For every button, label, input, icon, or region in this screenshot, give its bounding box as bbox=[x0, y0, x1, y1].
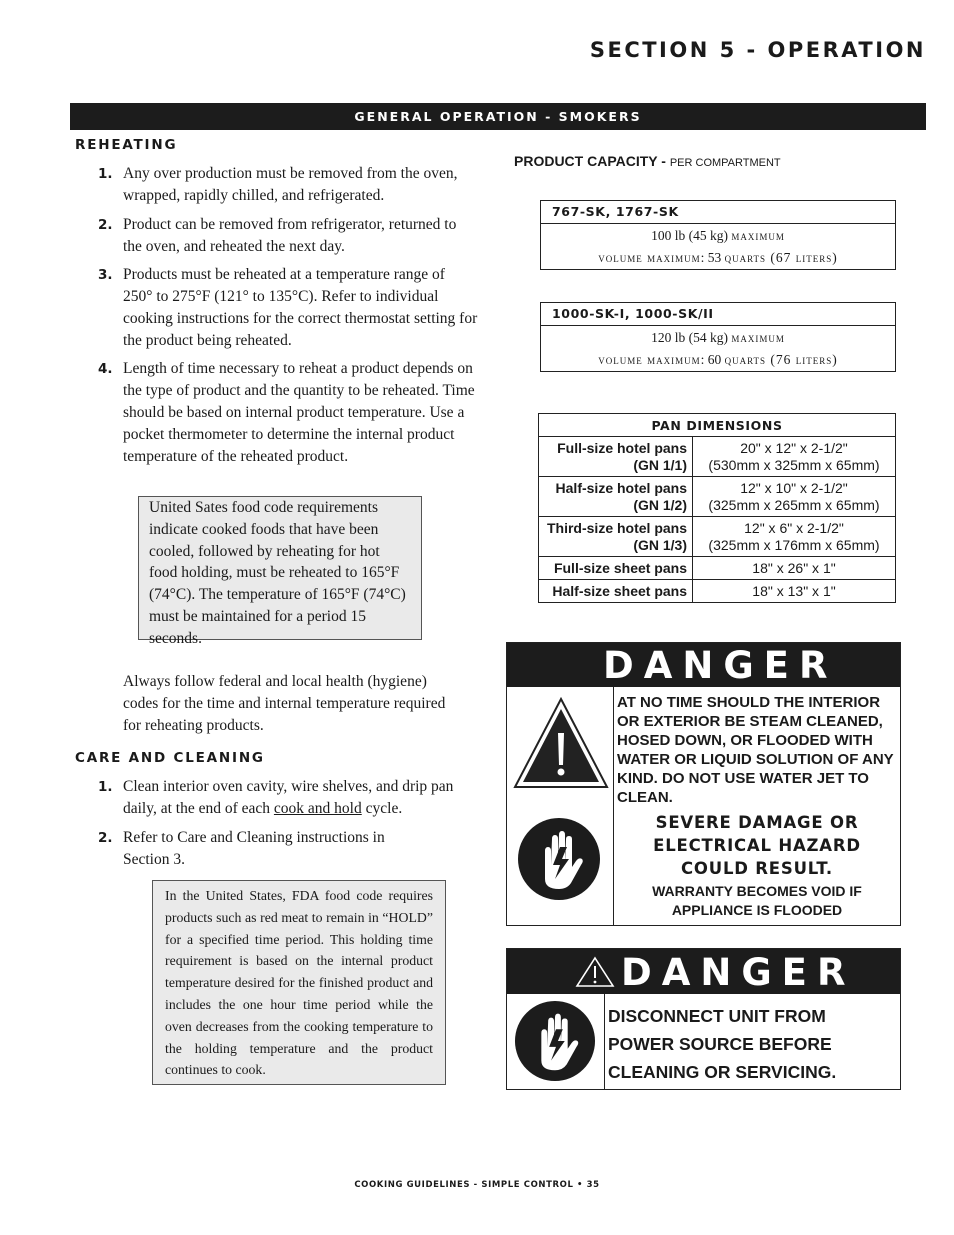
danger-panel-power bbox=[506, 948, 901, 1090]
pan-size bbox=[693, 477, 896, 517]
capacity-box bbox=[540, 200, 896, 270]
danger-warning-text: AT NO TIME SHOULD THE INTERIOR OR EXTERIOR BE STEAM CLEANED, HOSED DOWN, OR FLOODED WITH WATER OR LIQUID SOLUTION OF ANY KIND. DO NOT USE WATER JET TO CLEAN. bbox=[617, 694, 894, 806]
capacity-heading bbox=[514, 153, 781, 169]
capacity-volume-unit: quarts (76 liters) bbox=[724, 352, 838, 367]
danger-icon-column bbox=[507, 687, 614, 925]
list-item bbox=[98, 214, 478, 258]
electric-hand-icon bbox=[514, 1000, 596, 1082]
danger-hazard-text: SEVERE DAMAGE OR ELECTRICAL HAZARD COULD RESULT. bbox=[653, 813, 861, 878]
warning-triangle-icon bbox=[575, 956, 615, 988]
section-title: SECTION 5 - OPERATION bbox=[589, 38, 926, 62]
danger-body bbox=[507, 687, 900, 925]
capacity-heading-main: PRODUCT CAPACITY - bbox=[514, 153, 670, 169]
item-number: 2. bbox=[98, 217, 113, 233]
capacity-weight-label: maximum bbox=[731, 228, 785, 243]
pan-table-header: PAN DIMENSIONS bbox=[539, 414, 896, 437]
item-text: Length of time necessary to reheat a product depends on the type of product and the quantity to be reheated. Time should be based on internal product temperature. Use a pocket thermometer to determine the internal product temperature of the reheated product. bbox=[123, 360, 475, 465]
pan-size: 18" x 13" x 1" bbox=[693, 580, 896, 603]
danger-icon-column bbox=[507, 994, 605, 1089]
list-item bbox=[98, 264, 478, 352]
capacity-weight: 100 lb (45 kg) bbox=[651, 228, 728, 243]
capacity-volume: 60 bbox=[707, 352, 722, 367]
reheating-heading: REHEATING bbox=[75, 137, 178, 153]
capacity-values: 100 lb (45 kg) maximum volume maximum: 53 quarts (67 liters) bbox=[598, 228, 838, 265]
table-row bbox=[539, 517, 896, 557]
item-text: Products must be reheated at a temperature range of 250° to 275°F (121° to 135°C). Refer to individual cooking instructions for the correct thermostat setting for the product being reheated. bbox=[123, 266, 478, 349]
item-text: Any over production must be removed from the oven, wrapped, rapidly chilled, and refrigerated. bbox=[123, 165, 458, 204]
pan-type-gn: (GN 1/3) bbox=[633, 536, 687, 553]
list-item bbox=[98, 358, 478, 468]
follow-codes-text bbox=[98, 671, 458, 737]
pan-type-gn: (GN 1/1) bbox=[633, 456, 687, 473]
item-number: 3. bbox=[98, 267, 113, 283]
table-row bbox=[539, 477, 896, 517]
capacity-model: 767-SK, 1767-SK bbox=[541, 201, 895, 224]
list-item bbox=[98, 827, 428, 871]
danger-panel-water bbox=[506, 642, 901, 926]
pan-type-gn: (GN 1/2) bbox=[633, 496, 687, 513]
cook-and-hold-link[interactable]: cook and hold bbox=[273, 800, 362, 817]
follow-codes-paragraph: Always follow federal and local health (hygiene) codes for the time and internal temperature required for reheating products. bbox=[123, 673, 446, 734]
capacity-box bbox=[540, 302, 896, 372]
pan-size-metric: (530mm x 325mm x 65mm) bbox=[708, 456, 880, 473]
pan-size-metric: (325mm x 265mm x 65mm) bbox=[708, 496, 880, 513]
pan-type-name: Full-size hotel pans bbox=[557, 439, 687, 456]
danger-header bbox=[507, 949, 900, 994]
list-item bbox=[98, 163, 478, 207]
pan-size bbox=[693, 437, 896, 477]
item-text-end: cycle. bbox=[361, 800, 403, 817]
item-text-start: Clean interior oven cavity, wire shelves, and drip pan daily, at the end of each bbox=[123, 778, 454, 817]
capacity-values: 120 lb (54 kg) maximum volume maximum: 60 quarts (76 liters) bbox=[598, 330, 838, 367]
pan-type bbox=[539, 517, 693, 557]
danger-title: DANGER bbox=[507, 643, 900, 687]
section-banner: GENERAL OPERATION - SMOKERS bbox=[70, 103, 926, 130]
capacity-volume-unit: quarts (67 liters) bbox=[724, 250, 838, 265]
item-text: Product can be removed from refrigerator, returned to the oven, and reheated the next day. bbox=[123, 216, 457, 255]
list-item bbox=[98, 776, 478, 820]
pan-size bbox=[693, 517, 896, 557]
danger-warranty-text: WARRANTY BECOMES VOID IF APPLIANCE IS FLOODED bbox=[652, 883, 862, 918]
pan-size-imperial: 20" x 12" x 2-1/2" bbox=[740, 439, 848, 456]
pan-type: Half-size sheet pans bbox=[539, 580, 693, 603]
pan-size-imperial: 12" x 6" x 2-1/2" bbox=[744, 519, 844, 536]
table-row bbox=[539, 580, 896, 603]
danger-disconnect-text: DISCONNECT UNIT FROM POWER SOURCE BEFORE CLEANING OR SERVICING. bbox=[608, 1006, 837, 1082]
pan-type-name: Half-size hotel pans bbox=[555, 479, 687, 496]
capacity-heading-suffix: PER COMPARTMENT bbox=[669, 157, 781, 169]
table-row bbox=[539, 437, 896, 477]
capacity-volume: 53 bbox=[707, 250, 722, 265]
item-text: Refer to Care and Cleaning instructions in Section 3. bbox=[123, 829, 385, 868]
pan-type: Full-size sheet pans bbox=[539, 557, 693, 580]
capacity-volume-label: volume maximum bbox=[598, 352, 701, 367]
capacity-volume-label: volume maximum bbox=[598, 250, 701, 265]
danger-body bbox=[507, 994, 900, 1089]
item-number: 2. bbox=[98, 830, 113, 846]
capacity-model: 1000-SK-I, 1000-SK/II bbox=[541, 303, 895, 326]
electric-hand-icon bbox=[517, 817, 601, 901]
pan-type bbox=[539, 477, 693, 517]
pan-size: 18" x 26" x 1" bbox=[693, 557, 896, 580]
pan-size-metric: (325mm x 176mm x 65mm) bbox=[708, 536, 880, 553]
care-heading: CARE AND CLEANING bbox=[75, 750, 265, 766]
item-number: 1. bbox=[98, 779, 113, 795]
pan-dimensions-table bbox=[538, 413, 896, 603]
pan-type bbox=[539, 437, 693, 477]
food-code-note: United Sates food code requirements indicate cooked foods that have been cooled, followed by reheating for hot food holding, must be reheated to 165°F (74°C). The temperature of 165°F (74°C) must be maintained for a period 15 seconds. bbox=[138, 496, 422, 640]
capacity-weight: 120 lb (54 kg) bbox=[651, 330, 728, 345]
item-number: 4. bbox=[98, 361, 113, 377]
item-number: 1. bbox=[98, 166, 113, 182]
warning-triangle-icon bbox=[513, 697, 609, 789]
table-row bbox=[539, 557, 896, 580]
fda-note: In the United States, FDA food code requires products such as red meat to remain in “HOLD” for a specified time period. This holding time requirement is based on the internal product temperature desired for the finished product and includes the one hour time period while the oven decreases from the cooking temperature to the holding temperature and the product continues to cook. bbox=[152, 880, 446, 1085]
pan-type-name: Third-size hotel pans bbox=[546, 519, 687, 536]
item-text bbox=[123, 776, 478, 820]
capacity-weight-label: maximum bbox=[731, 330, 785, 345]
pan-size-imperial: 12" x 10" x 2-1/2" bbox=[740, 479, 848, 496]
page-footer: COOKING GUIDELINES - SIMPLE CONTROL • 35 bbox=[354, 1180, 600, 1190]
danger-title: DANGER bbox=[621, 951, 856, 994]
